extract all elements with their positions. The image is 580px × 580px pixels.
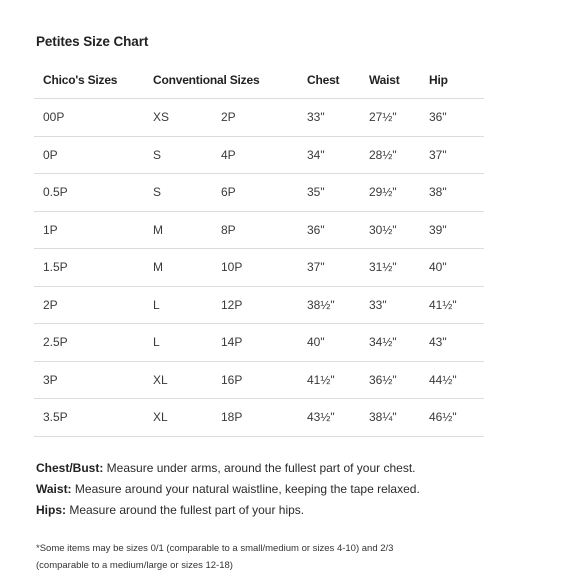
note-chest-label: Chest/Bust:	[36, 461, 104, 475]
table-row	[34, 99, 484, 137]
cell-waist: 38¼"	[369, 399, 429, 437]
footnote-line-1: *Some items may be sizes 0/1 (comparable to a small/medium or sizes 4-10) and 2/3	[36, 543, 394, 554]
cell-letter-size: L	[153, 286, 221, 324]
note-hips	[36, 500, 556, 521]
cell-conventional-size: 16P	[221, 361, 307, 399]
header-conventional-sizes: Conventional Sizes	[153, 62, 307, 99]
table-row	[34, 286, 484, 324]
table-row	[34, 361, 484, 399]
cell-hip: 36"	[429, 99, 484, 137]
table-header-row	[34, 62, 484, 99]
cell-waist: 27½"	[369, 99, 429, 137]
cell-waist: 28½"	[369, 136, 429, 174]
cell-hip: 41½"	[429, 286, 484, 324]
cell-chest: 43½"	[307, 399, 369, 437]
cell-conventional-size: 18P	[221, 399, 307, 437]
cell-waist: 29½"	[369, 174, 429, 212]
cell-letter-size: L	[153, 324, 221, 362]
cell-chicos-size: 2.5P	[34, 324, 153, 362]
cell-chest: 35"	[307, 174, 369, 212]
cell-chicos-size: 0P	[34, 136, 153, 174]
cell-chest: 38½"	[307, 286, 369, 324]
cell-waist: 36½"	[369, 361, 429, 399]
header-hip: Hip	[429, 62, 484, 99]
header-waist: Waist	[369, 62, 429, 99]
table-body	[34, 99, 484, 437]
footnote-line-2: (comparable to a medium/large or sizes 12-18)	[36, 560, 233, 571]
table-row	[34, 174, 484, 212]
cell-letter-size: XL	[153, 399, 221, 437]
table-row	[34, 249, 484, 287]
cell-letter-size: XS	[153, 99, 221, 137]
cell-waist: 30½"	[369, 211, 429, 249]
note-waist	[36, 479, 556, 500]
cell-hip: 43"	[429, 324, 484, 362]
cell-letter-size: M	[153, 211, 221, 249]
cell-waist: 31½"	[369, 249, 429, 287]
cell-letter-size: M	[153, 249, 221, 287]
table-row	[34, 136, 484, 174]
cell-chicos-size: 1.5P	[34, 249, 153, 287]
table-row	[34, 211, 484, 249]
cell-hip: 46½"	[429, 399, 484, 437]
cell-hip: 44½"	[429, 361, 484, 399]
table-row	[34, 399, 484, 437]
cell-chest: 37"	[307, 249, 369, 287]
cell-chicos-size: 3P	[34, 361, 153, 399]
note-waist-text: Measure around your natural waistline, keeping the tape relaxed.	[71, 482, 420, 496]
cell-conventional-size: 8P	[221, 211, 307, 249]
cell-conventional-size: 4P	[221, 136, 307, 174]
cell-chest: 34"	[307, 136, 369, 174]
cell-conventional-size: 6P	[221, 174, 307, 212]
cell-chest: 33"	[307, 99, 369, 137]
cell-letter-size: S	[153, 174, 221, 212]
cell-waist: 33"	[369, 286, 429, 324]
header-chicos-sizes: Chico's Sizes	[34, 62, 153, 99]
cell-chicos-size: 00P	[34, 99, 153, 137]
header-chest: Chest	[307, 62, 369, 99]
note-chest	[36, 458, 556, 479]
cell-chest: 40"	[307, 324, 369, 362]
cell-hip: 39"	[429, 211, 484, 249]
cell-hip: 38"	[429, 174, 484, 212]
cell-letter-size: XL	[153, 361, 221, 399]
note-chest-text: Measure under arms, around the fullest part of your chest.	[103, 461, 416, 475]
cell-letter-size: S	[153, 136, 221, 174]
cell-chicos-size: 0.5P	[34, 174, 153, 212]
cell-conventional-size: 12P	[221, 286, 307, 324]
cell-chicos-size: 1P	[34, 211, 153, 249]
table-row	[34, 324, 484, 362]
cell-chicos-size: 3.5P	[34, 399, 153, 437]
note-waist-label: Waist:	[36, 482, 72, 496]
cell-conventional-size: 10P	[221, 249, 307, 287]
note-hips-label: Hips:	[36, 503, 66, 517]
cell-chicos-size: 2P	[34, 286, 153, 324]
cell-chest: 41½"	[307, 361, 369, 399]
cell-hip: 37"	[429, 136, 484, 174]
size-table	[34, 62, 484, 437]
cell-hip: 40"	[429, 249, 484, 287]
cell-conventional-size: 14P	[221, 324, 307, 362]
note-hips-text: Measure around the fullest part of your hips.	[66, 503, 305, 517]
footnote	[36, 540, 556, 574]
page-title: Petites Size Chart	[36, 34, 149, 49]
cell-conventional-size: 2P	[221, 99, 307, 137]
cell-chest: 36"	[307, 211, 369, 249]
cell-waist: 34½"	[369, 324, 429, 362]
measurement-notes	[36, 458, 556, 521]
